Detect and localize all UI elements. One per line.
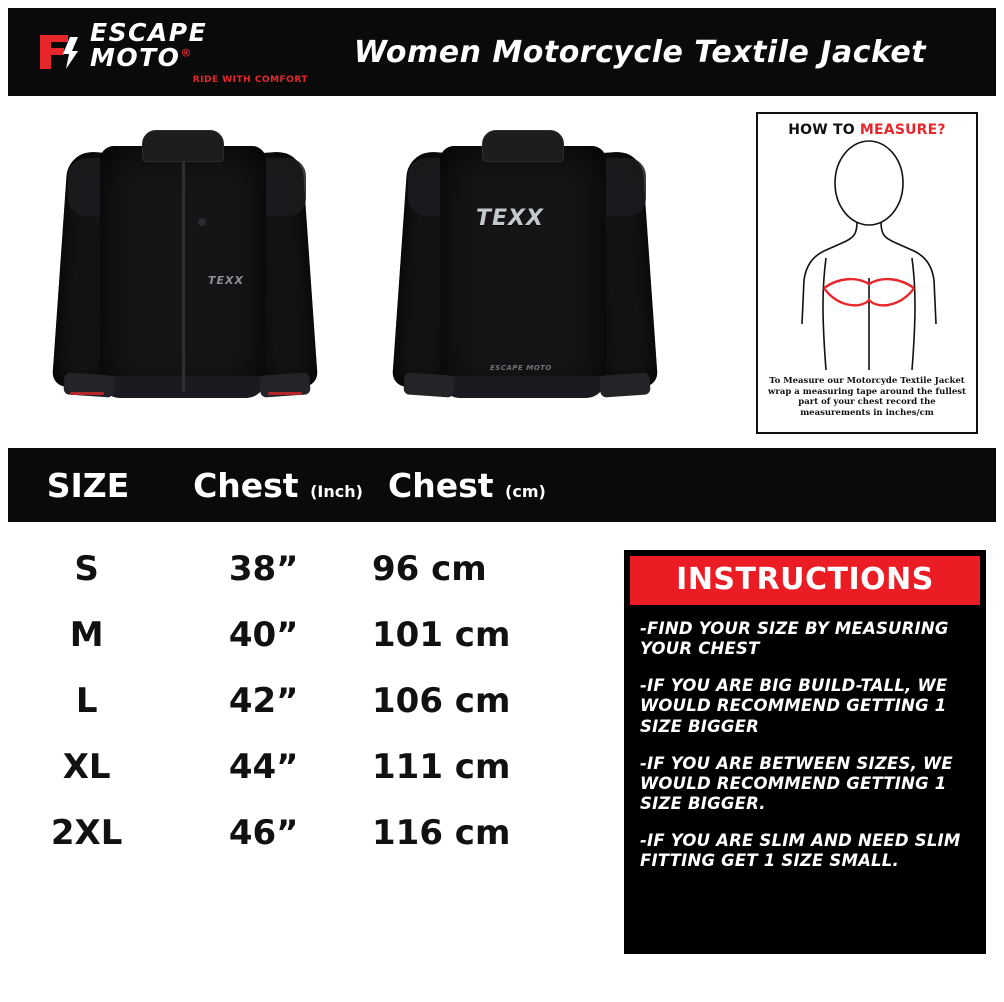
jacket-collar — [142, 130, 224, 162]
cell-chest-cm: 101 cm — [372, 615, 511, 655]
jacket-back-hem — [440, 376, 606, 398]
jacket-back-left-cuff — [403, 372, 454, 397]
cell-size: XL — [62, 747, 111, 787]
jacket-back-small-logo: ESCAPE MOTO — [490, 364, 552, 372]
brand-tagline: RIDE WITH COMFORT — [192, 74, 308, 85]
jacket-front-logo: TEXX — [208, 274, 244, 287]
cell-chest-cm: 111 cm — [372, 747, 511, 787]
jacket-front-zipper — [182, 158, 185, 392]
cell-chest-inch: 38” — [228, 549, 299, 589]
page-title: Women Motorcycle Textile Jacket — [353, 34, 927, 70]
size-table-rows — [8, 522, 608, 974]
cell-chest-inch: 42” — [228, 681, 299, 721]
column-header-chest-inch-unit: (Inch) — [310, 481, 363, 501]
list-item: -IF YOU ARE BETWEEN SIZES, WE WOULD RECOMMEND GETTING 1 SIZE BIGGER. — [640, 753, 953, 813]
jacket-back-torso — [440, 146, 606, 398]
jacket-back-right-cuff — [599, 372, 650, 397]
how-to-measure-note: To Measure our Motorcyde Textile Jacket wrap a measuring tape around the fullest part of your chest record the measurements in inches/cm — [768, 376, 966, 418]
cell-chest-cm: 106 cm — [372, 681, 511, 721]
cell-chest-cm: 116 cm — [372, 813, 511, 853]
table-row — [8, 536, 608, 602]
brand-name: ESCAPE MOTO® — [90, 17, 208, 72]
jacket-left-red-trim — [70, 392, 104, 395]
cell-chest-inch: 46” — [228, 813, 299, 853]
column-header-chest-cm — [388, 466, 648, 505]
header-bar — [8, 8, 996, 96]
instructions-panel — [624, 550, 986, 954]
size-table-body-section — [8, 522, 996, 974]
table-row — [8, 800, 608, 866]
how-to-measure-title-accent: MEASURE? — [859, 122, 946, 138]
table-row — [8, 602, 608, 668]
cell-size: M — [69, 615, 104, 655]
cell-size: 2XL — [50, 813, 123, 853]
table-row — [8, 668, 608, 734]
list-item: -IF YOU ARE BIG BUILD-TALL, WE WOULD RECOMMEND GETTING 1 SIZE BIGGER — [640, 676, 948, 736]
cell-chest-cm: 96 cm — [372, 549, 487, 589]
how-to-measure-panel — [756, 112, 978, 434]
how-to-measure-title-prefix: HOW TO — [788, 122, 860, 138]
instructions-title: INSTRUCTIONS — [630, 556, 980, 605]
column-header-chest-cm-unit: (cm) — [505, 481, 546, 501]
column-header-chest-inch — [168, 466, 388, 505]
brand-logo — [8, 8, 308, 96]
list-item: -IF YOU ARE SLIM AND NEED SLIM FITTING GET 1 SIZE SMALL. — [640, 831, 961, 871]
how-to-measure-title — [764, 122, 970, 138]
brand-wordmark — [90, 17, 308, 85]
product-image-strip — [8, 96, 996, 448]
jacket-back-image — [378, 106, 678, 436]
jacket-back-logo: TEXX — [476, 206, 544, 231]
escape-moto-emblem-icon — [34, 29, 80, 75]
measure-figure — [764, 138, 970, 376]
column-header-chest-inch-label: Chest — [193, 465, 299, 505]
column-header-size: SIZE — [46, 465, 130, 505]
list-item: -FIND YOUR SIZE BY MEASURING YOUR CHEST — [640, 619, 949, 659]
jacket-front-image — [38, 106, 338, 436]
jacket-back-collar — [482, 130, 564, 162]
column-header-chest-cm-label: Chest — [388, 465, 494, 505]
instructions-list — [624, 605, 986, 871]
jacket-collar-snap — [198, 218, 206, 226]
cell-size: L — [75, 681, 98, 721]
size-table-header — [8, 448, 996, 522]
cell-chest-inch: 40” — [228, 615, 299, 655]
table-row — [8, 734, 608, 800]
cell-chest-inch: 44” — [228, 747, 299, 787]
jacket-right-red-trim — [268, 392, 302, 395]
cell-size: S — [74, 549, 99, 589]
brand-registered-mark: ® — [180, 46, 193, 60]
